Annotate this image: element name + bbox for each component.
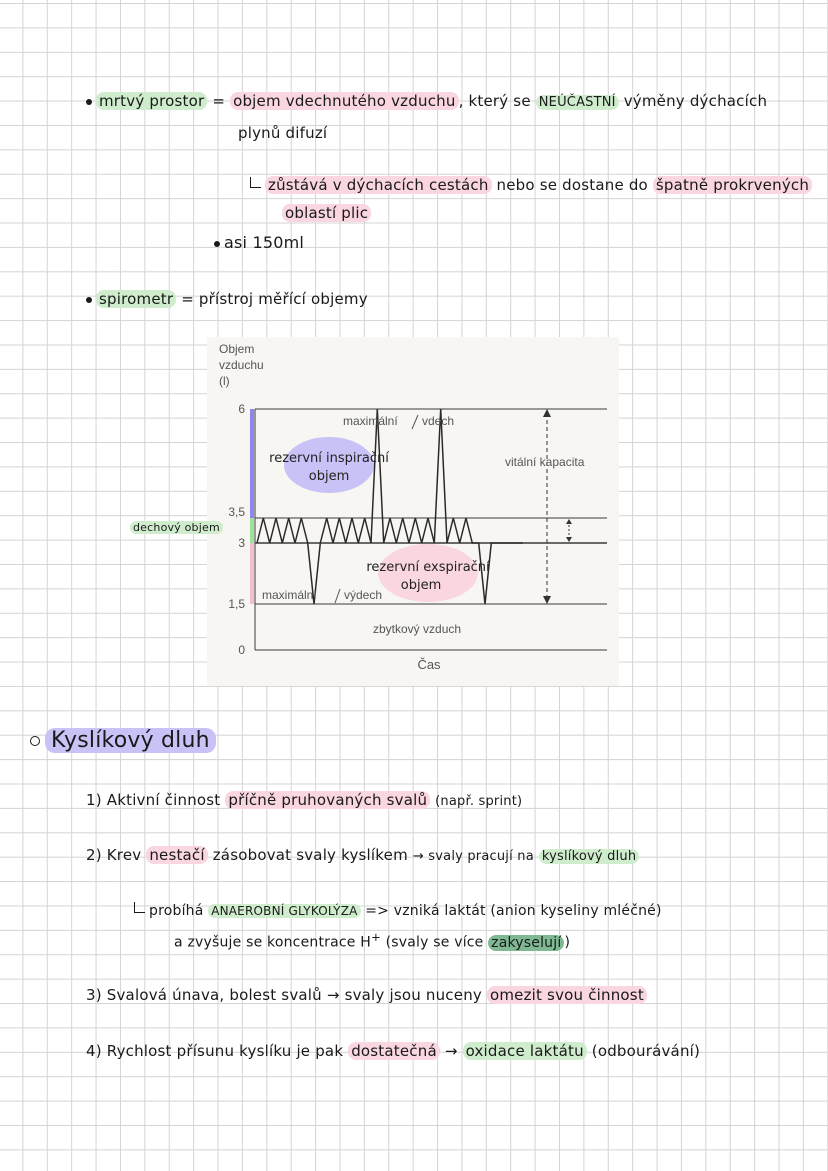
y-axis-label-line: Objem: [219, 342, 255, 356]
point-2-sub: [134, 902, 662, 919]
text-highlight: kyslíkový dluh: [539, 849, 639, 864]
caps-not-participating: NEÚČASTNÍ: [536, 95, 619, 110]
text-highlight: příčně pruhovaných svalů: [225, 791, 430, 809]
section-heading: [30, 728, 216, 753]
text-segment: nebo se dostane do: [496, 176, 648, 194]
text-highlight: zakyselují: [488, 935, 564, 951]
text-segment: →: [444, 1042, 458, 1060]
note-volume: [214, 233, 304, 252]
text-segment: 4) Rychlost přísunu kyslíku je pak: [86, 1042, 344, 1060]
text-segment: zvyšuje se koncentrace H: [187, 934, 371, 951]
y-axis-label-line: (l): [219, 374, 230, 388]
point-4: [86, 1042, 700, 1060]
note-spirometer: [86, 290, 368, 308]
irv-label-line1: rezervní inspirační: [269, 451, 389, 466]
y-tick-label: 0: [238, 643, 245, 657]
max-expiration-label-right: výdech: [344, 588, 383, 602]
spirometer-definition: = přístroj měřící objemy: [181, 290, 368, 308]
max-expiration-label-left: maximální: [262, 588, 317, 602]
residual-volume-label: zbytkový vzduch: [373, 622, 462, 636]
text-highlight: omezit svou činnost: [487, 986, 647, 1004]
text-segment: 1) Aktivní činnost: [86, 791, 221, 809]
tidal-arrow-head-top: [566, 519, 572, 524]
spirometry-chart: [207, 337, 619, 686]
text-segment: výměny dýchacích: [623, 92, 768, 110]
erv-label-line2: objem: [400, 578, 442, 593]
bullet-icon: [214, 241, 220, 247]
note-sub-dead-space: [250, 176, 812, 194]
text-highlight: nestačí: [146, 846, 207, 864]
text-highlight: oblastí plic: [282, 204, 371, 222]
text-segment: (svaly se více: [385, 934, 484, 951]
arrow-corner-icon: [250, 177, 261, 188]
arrow-corner-icon: [134, 902, 145, 913]
max-out-pointer: [335, 589, 340, 603]
text-highlight: ANAEROBNÍ GLYKOLÝZA: [208, 904, 360, 918]
tidal-bar: [250, 518, 254, 543]
x-axis-label: Čas: [417, 657, 441, 672]
bullet-icon: [86, 297, 92, 303]
erv-label-line1: rezervní exspirační: [366, 560, 490, 575]
irv-label-line2: objem: [308, 469, 350, 484]
text-highlight: dostatečná: [348, 1042, 440, 1060]
tidal-arrow-head-bottom: [566, 537, 572, 542]
point-2: [86, 846, 639, 864]
point-1: [86, 791, 522, 809]
text-highlight: oxidace laktátu: [463, 1042, 587, 1060]
text-segment: probíhá: [149, 903, 204, 919]
text-segment: 3) Svalová únava, bolest svalů → svaly jsou nuceny: [86, 986, 482, 1004]
vital-capacity-label: vitální kapacita: [505, 455, 585, 469]
bullet-icon: [86, 99, 92, 105]
max-inspiration-label-left: maximální: [343, 414, 398, 428]
y-tick-label: 6: [238, 402, 245, 416]
max-inspiration-label-right: vdech: [422, 414, 455, 428]
volume-value: asi 150ml: [224, 233, 305, 252]
note-line-dead-space: [86, 92, 767, 110]
point-3: [86, 986, 647, 1004]
text-segment: (odbourávání): [591, 1042, 701, 1060]
y-tick-label: 3: [238, 536, 245, 550]
text-segment: zásobovat svaly kyslíkem: [212, 846, 408, 864]
text-segment: a: [174, 934, 183, 951]
term-dead-space: mrtvý prostor: [96, 92, 207, 110]
note-sub-dead-space-cont: [282, 204, 371, 222]
tidal-volume-text: dechový objem: [130, 521, 223, 534]
text-segment: , který se: [458, 92, 531, 110]
spirometry-chart-svg: [207, 337, 619, 686]
point-2-sub-2: [174, 930, 570, 951]
text-highlight: zůstává v dýchacích cestách: [265, 176, 492, 194]
text-highlight: špatně prokrvených: [653, 176, 812, 194]
text-segment: → svaly pracují na: [412, 849, 534, 864]
superscript: +: [370, 930, 381, 944]
y-tick-label: 3,5: [228, 505, 245, 519]
section-title: Kyslíkový dluh: [45, 728, 216, 753]
erv-bar: [250, 543, 254, 604]
text-segment: 2) Krev: [86, 846, 142, 864]
tidal-volume-label: [130, 521, 223, 534]
y-axis-label-line: vzduchu: [219, 358, 264, 372]
max-in-pointer: [412, 415, 418, 429]
irv-bar: [250, 409, 254, 518]
term-spirometer: spirometr: [96, 290, 176, 308]
note-line-dead-space-cont: plynů difuzí: [238, 124, 328, 142]
text-segment: (např. sprint): [435, 794, 523, 809]
vital-arrow-head-bottom: [543, 596, 551, 604]
dead-space-definition: objem vdechnutého vzduchu: [230, 92, 458, 110]
ring-bullet-icon: [30, 736, 40, 746]
text-segment: => vzniká laktát (anion kyseliny mléčné): [365, 903, 662, 919]
y-tick-label: 1,5: [228, 597, 245, 611]
equals-sign: =: [212, 92, 226, 110]
vital-arrow-head-top: [543, 409, 551, 417]
text-segment: ): [564, 934, 571, 951]
